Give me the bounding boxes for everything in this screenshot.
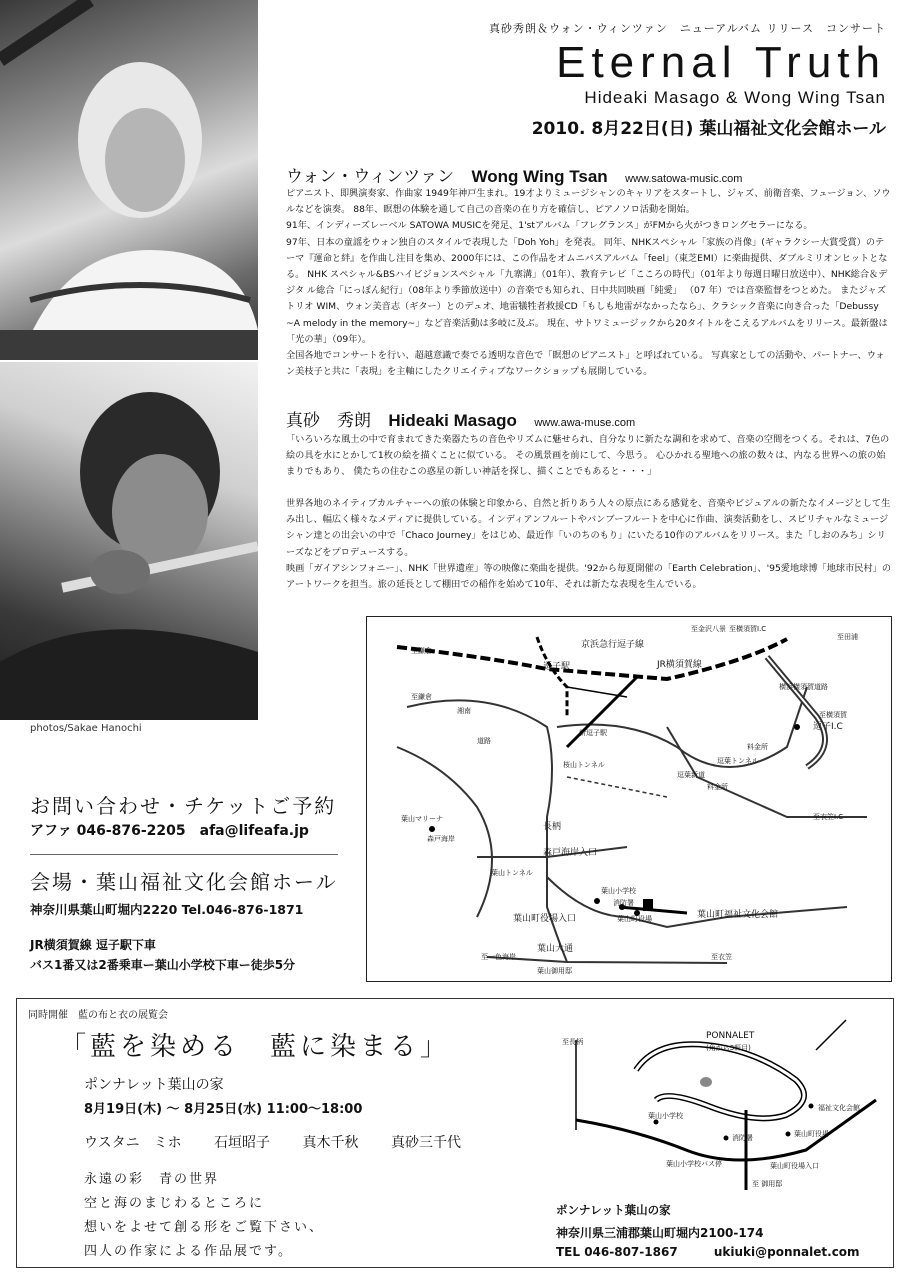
map-label-zushi-ic: 逗子I.C xyxy=(813,722,843,732)
ponnalet-contact xyxy=(556,1245,860,1259)
map-label-town-hall-entrance: 葉山町役場入口 xyxy=(513,914,577,924)
contact-info[interactable]: アファ 046-876-2205 afa@lifeafa.jp xyxy=(30,823,309,839)
masago-heading xyxy=(286,406,635,431)
artist-names: Hideaki Masago & Wong Wing Tsan xyxy=(584,88,886,107)
small-map-ponnalet-note: (角から3軒目) xyxy=(706,1044,751,1052)
map-label-ryokinjo1: 料金所 xyxy=(747,743,768,751)
map-label-hayama-tunnel: 葉山トンネル xyxy=(491,869,533,877)
wong-url[interactable]: www.satowa-music.com xyxy=(625,173,743,185)
map-label-hayama-odori: 葉山大通 xyxy=(537,944,574,954)
map-label-doro: 道路 xyxy=(477,737,491,745)
poem-line-2: 空と海のまじわるところに xyxy=(84,1196,265,1211)
masago-name-en: Hideaki Masago xyxy=(388,411,517,430)
map-label-shin-zushi: 新逗子駅 xyxy=(579,729,607,737)
photo-hideaki-masago xyxy=(0,362,258,720)
venue-access-bus: バス1番又は2番乗車ー葉山小学校下車ー徒歩5分 xyxy=(30,958,296,972)
artist-3: 真木千秋 xyxy=(302,1135,359,1151)
exhibition-venue: ポンナレット葉山の家 xyxy=(84,1077,224,1093)
map-label-yokoyoko: 横浜横須賀道路 xyxy=(779,683,828,691)
small-map-entrance: 葉山町役場入口 xyxy=(770,1162,819,1170)
masago-bio xyxy=(286,496,892,593)
masago-url[interactable]: www.awa-muse.com xyxy=(534,417,636,429)
artist-2: 石垣昭子 xyxy=(214,1135,271,1151)
masago-name-jp: 真砂 秀朗 xyxy=(286,411,371,431)
photo-wong-wing-tsan xyxy=(0,0,258,360)
map-label-isshiki: 至一色海岸 xyxy=(481,953,516,961)
small-map-nagae: 至長柄 xyxy=(562,1038,583,1046)
map-label-zuyo: 逗葉新道 xyxy=(677,771,705,779)
exhibition-caption: 同時開催 藍の布と衣の展覧会 xyxy=(28,1010,168,1021)
map-label-sakuyama: 桜山トンネル xyxy=(563,761,605,769)
map-label-venue: 葉山町福祉文化会館 xyxy=(697,910,779,920)
map-label-yokosuka: 至横須賀 xyxy=(819,711,847,719)
wong-bio-p4: 全国各地でコンサートを行い、超越意識で奏でる透明な音色で「瞑想のピアニスト」と呼ばれている。 写真家としての活動や、パートナー、ウォン美枝子と共に「表現」を主軸にしたクリエイティブなワークショップも展開している。 xyxy=(286,350,885,378)
contact-title: お問い合わせ・チケットご予約 xyxy=(30,794,337,818)
map-label-kinugasa: 至衣笠 xyxy=(711,953,732,961)
artist-1: ウスタニ ミホ xyxy=(84,1135,182,1151)
venue-map xyxy=(366,616,892,982)
masago-bio-p1: 世界各地のネイティブカルチャーへの旅の体験と印象から、自然と折りあう人々の原点にある感覚を、音楽やビジュアルの新たなイメージとして生み出し、幅広く様々なメディアに提供している。インディアンフルートやバンブーフルートを中心に作曲、演奏活動をし、スピリチャルなミュージシャン達との出会いの中で「Chaco Journey」をはじめ、最近作「いのちのもり」にいたる10作のアルバムをリリース。また「しおのみち」シリーズなどをプロデュースする。 xyxy=(286,498,891,558)
exhibition-artists xyxy=(84,1132,544,1152)
poem-line-3: 想いをよせて創る形をご覧下さい、 xyxy=(84,1220,325,1235)
map-label-tunnel1: 逗葉トンネル xyxy=(717,757,759,765)
small-map-school: 葉山小学校 xyxy=(648,1112,683,1120)
map-label-morito: 森戸海岸 xyxy=(427,835,455,843)
poem-line-1: 永遠の彩 青の世界 xyxy=(84,1172,220,1187)
masago-quote: 「いろいろな風土の中で育まれてきた楽器たちの音色やリズムに魅せられ、自分なりに新たな調和を求めて、音楽の空間をつくる。それは、7色の絵の具を水にとかして1枚の絵を描くことに似ている。 その風景画を前にして、今思う。 心ひかれる聖地への旅の数々は、内なる世界への旅の始まりでもあり、 僕たちの住むこの惑星の新しい神話を探し、描くことでもあると・・・」 xyxy=(286,434,890,478)
map-label-marina: 葉山マリーナ xyxy=(401,815,443,823)
wong-bio xyxy=(286,186,892,380)
ponnalet-map-drawing xyxy=(556,1010,886,1190)
map-label-kinugasa-ic: 至衣笠I.C xyxy=(813,813,844,821)
small-map-town-hall: 葉山町役場 xyxy=(794,1130,829,1138)
wong-bio-p3: 97年、日本の童謡をウォン独自のスタイルで表現した「Doh Yoh」を発表。 同年、NHKスペシャル「家族の肖像」(ギャラクシー大賞受賞）のテーマ『運命と絆』を作曲し注目を集め、2000年には、この作品をオムニバスアルバム「feel」（東芝EMI）に楽曲提供、ダブルミリオンヒットとなる。 NHK スペシャル&BSハイビジョンスペシャル「九寨溝」（01年）、教育テレビ「こころの時代」（01年より毎週日曜日放送中）、NHK総合＆デジタ ル総合「にっぽん紀行」（08年より季節放送中）の音楽でも知られ、日中共同映画「純愛」 （07 年）では音楽監督をつとめた。 またジャズトリオ WIM、ウォン美音志（ギター）とのデュオ、地雷犠牲者救援CD「もしも地雷がなかったなら」、クラシック音楽に向き合った「Debussy ~A melody in the memory~」など音楽活動は多岐に及ぶ。 現在、サトワミュージックから20タイトルをこえるアルバムをリリース。最新盤は「光の華」（09年）。 xyxy=(286,236,888,345)
wong-name-en: Wong Wing Tsan xyxy=(471,167,608,186)
concert-title: Eternal Truth xyxy=(556,38,886,87)
photo-pianist-illustration xyxy=(0,0,258,360)
ponnalet-address: 神奈川県三浦郡葉山町堀内2100-174 xyxy=(556,1226,764,1240)
map-label-goyotei: 葉山御用邸 xyxy=(537,967,572,975)
map-label-shonan: 湘南 xyxy=(457,707,471,715)
ponnalet-email[interactable]: ukiuki@ponnalet.com xyxy=(713,1245,860,1259)
small-map-welfare: 福祉文化会館 xyxy=(818,1104,860,1112)
concert-subtitle: 真砂秀朗＆ウォン・ウィンツァン ニューアルバム リリース コンサート xyxy=(489,22,886,35)
wong-bio-p2: 91年、インディーズレーベル SATOWA MUSICを発足、1'stアルバム「フレグランス」がFMから火がつきロングセラーになる。 xyxy=(286,220,813,232)
wong-bio-p1: ピアニスト、即興演奏家、作曲家 1949年神戸生まれ。19才よりミュージシャンのキャリアをスタートし、ジャズ、前衛音楽、フュージョン、ソウルなどを演奏。 88年、瞑想の体験を通して自己の音楽の在り方を確信し、ピアノソロ活動を開始。 xyxy=(286,188,891,216)
map-label-kamakura2: 至鎌倉 xyxy=(411,693,432,701)
map-label-hayama-school: 葉山小学校 xyxy=(601,887,636,895)
artist-4: 真砂三千代 xyxy=(390,1135,461,1151)
wong-heading xyxy=(286,162,742,187)
map-label-yokosuka-ic: 至横須賀I.C xyxy=(729,625,767,633)
venue-access-train: JR横須賀線 逗子駅下車 xyxy=(30,938,156,952)
poem-line-4: 四人の作家による作品展です。 xyxy=(84,1244,293,1259)
photo-credit: photos/Sakae Hanochi xyxy=(30,723,142,734)
venue-address: 神奈川県葉山町堀内2220 Tel.046-876-1871 xyxy=(30,902,304,917)
map-label-nagae: 長柄 xyxy=(543,822,562,832)
small-map-fire: 消防署 xyxy=(732,1134,753,1142)
concert-date-venue: 2010. 8月22日(日) 葉山福祉文化会館ホール xyxy=(531,119,886,139)
divider xyxy=(30,854,338,855)
map-label-ryokinjo2: 料金所 xyxy=(707,783,728,791)
masago-bio-p2: 映画「ガイアシンフォニー」、NHK「世界遺産」等の映像に楽曲を提供。'92から毎夏開催の「Earth Celebration」、'95愛地球博「地球市民村」のアートワークを担当。旅の延長として棚田での稲作を始めて10年、それは新たな表現を生んでいる。 xyxy=(286,562,892,591)
map-label-jr: JR横須賀線 xyxy=(657,660,702,670)
map-label-kamakura1: 至鎌倉 xyxy=(411,647,432,655)
photo-flutist-illustration xyxy=(0,362,258,720)
map-label-town-hall: 葉山町役場 xyxy=(617,915,652,923)
exhibition-title: 「藍を染める 藍に染まる」 xyxy=(60,1032,451,1062)
small-map-goyotei: 至 御用邸 xyxy=(752,1180,783,1188)
map-label-morito-iriguchi: 森戸海岸入口 xyxy=(543,848,598,858)
exhibition-dates: 8月19日(木) ～ 8月25日(水) 11:00～18:00 xyxy=(84,1102,363,1117)
map-label-zushi-station: 逗子駅 xyxy=(543,662,571,672)
map-label-keihin: 京浜急行逗子線 xyxy=(581,640,645,650)
small-map-bus-stop: 葉山小学校バス停 xyxy=(666,1160,722,1168)
venue-map-drawing xyxy=(367,617,891,981)
venue-title: 会場・葉山福祉文化会館ホール xyxy=(30,870,338,894)
ponnalet-map xyxy=(556,1010,886,1190)
map-label-kanazawa: 至金沢八景 xyxy=(691,625,726,633)
ponnalet-tel[interactable]: TEL 046-807-1867 xyxy=(556,1245,678,1259)
wong-name-jp: ウォン・ウィンツァン xyxy=(286,167,455,187)
map-label-tazawa: 至田浦 xyxy=(837,633,858,641)
small-map-ponnalet: PONNALET xyxy=(706,1031,755,1041)
map-label-fire: 消防署 xyxy=(613,899,634,907)
ponnalet-name: ポンナレット葉山の家 xyxy=(556,1203,671,1217)
